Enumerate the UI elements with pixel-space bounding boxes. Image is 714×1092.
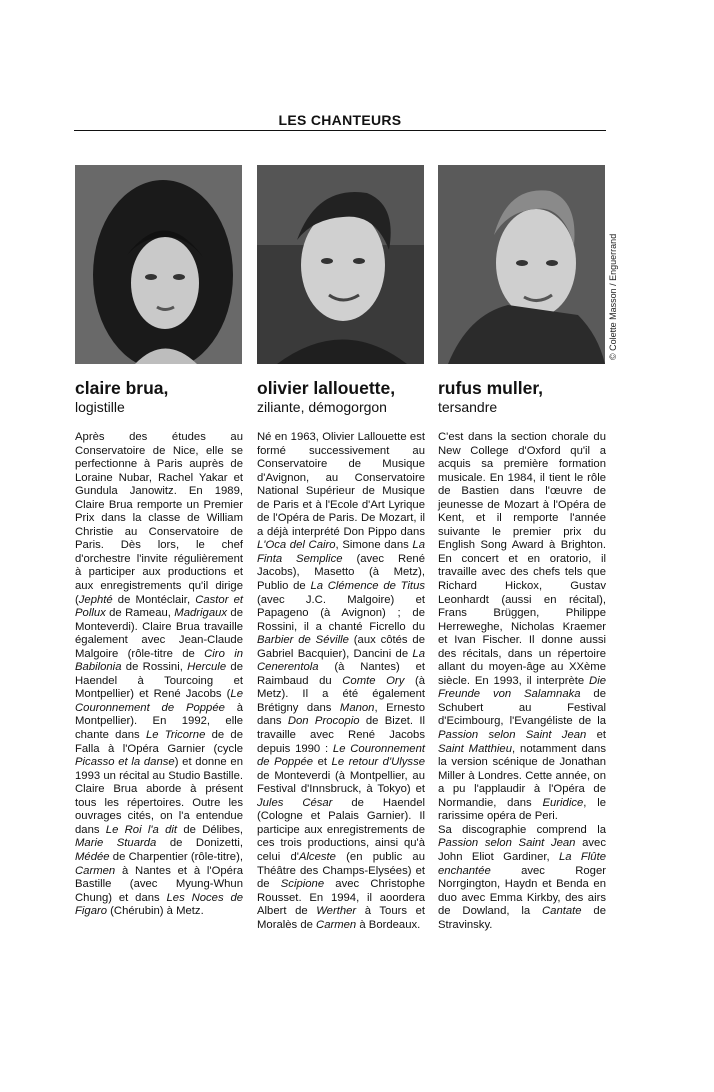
singer-bio <box>438 431 606 932</box>
bio-text: (avec J.C. Malgoire) et Papageno (à Avignon) ; de Rossini, il a chanté Ficrello du <box>257 593 425 633</box>
bio-text: , le rarissime opéra de Peri. <box>438 796 606 823</box>
singer-name: rufus muller, <box>438 378 544 398</box>
bio-title-text: La Cenerentola <box>257 647 425 674</box>
bio-text: C'est dans la section chorale du New College d'Oxford qu'il a acquis sa première formation musicale. En 1984, il tient le rôle de Bastien dans l'œuvre de jeunesse de Mozart à l'Opéra de Kent, et il remporte l'année suivante le premier prix du English Song Award à Brighton. En concert et en oratorio, il travaille avec des chefs tels que Richard Hickox, Gustav Leonhardt (aussi en récital), Frans Brüggen, Philippe Herreweghe, Nicholas Kraemer et Ivan Fischer. Il donne aussi des récitals, dans un répertoire allant du moyen-âge au XXème siècle. En 1993, il interprète <box>438 431 606 687</box>
bio-text: de Donizetti, <box>156 837 244 850</box>
singer-bio <box>257 431 425 932</box>
singer-bio <box>75 431 243 919</box>
bio-text: de Monteverdi). Claire Brua travaille également avec Jean-Claude Malgoire (rôle-titre de <box>75 607 243 660</box>
bio-text: de Bizet. Il travaille avec René Jacobs depuis 1990 : <box>257 715 425 755</box>
bio-title-text: Hercule <box>187 661 227 674</box>
bio-title-text: Médée <box>75 850 110 863</box>
bio-title-text: Ciro in Babilonia <box>75 647 243 674</box>
bio-title-text: La Flûte enchantée <box>438 850 606 877</box>
bio-text: Après des études au Conservatoire de Nice, elle se perfectionne à Paris auprès de Loraine Nubar, Rachel Yakar et Gundula Janowitz. En 1989, Claire Brua remporte un Premier Prix dans la classe de William Christie au Conservatoire de Paris. Dès lors, le chef d'orchestre l'invite régulièrement à participer aux productions et aux enregistrements qu'il dirige ( <box>75 431 243 606</box>
bio-title-text: Saint Matthieu <box>438 742 512 755</box>
bio-text: avec Christophe Rousset. En 1994, il aoordera Albert de <box>257 878 425 918</box>
bio-title-text: Cantate <box>542 905 582 918</box>
bio-title-text: Passion selon Saint Jean <box>438 837 576 850</box>
bio-text: de Rossini, <box>121 661 188 674</box>
bio-text: (à Metz). Il a été également Brétigny dans <box>257 674 425 714</box>
singer-role: ziliante, démogorgon <box>257 399 387 415</box>
photo-credit: © Colette Masson / Enguerrand <box>608 233 618 360</box>
singer-column-2 <box>257 165 425 932</box>
bio-title-text: Werther <box>316 905 357 918</box>
bio-text: (avec René Jacobs), Masetto (à Metz), Publio de <box>257 552 425 593</box>
title-rule <box>74 130 606 131</box>
singer-photo-1 <box>75 165 242 364</box>
bio-text: de Rameau, <box>105 607 175 620</box>
bio-title-text: Manon <box>339 701 375 714</box>
bio-title-text: Marie Stuarda <box>75 837 157 850</box>
bio-title-text: Les Noces de Figaro <box>75 891 244 918</box>
bio-text: à Montpellier). En 1992, elle chante dans <box>75 701 243 742</box>
bio-title-text: Alceste <box>298 850 336 863</box>
bio-title-text: Die Freunde von Salamnaka <box>438 674 606 701</box>
bio-title-text: Le Roi l'a dit <box>105 823 178 836</box>
bio-title-text: Don Procopio <box>287 715 360 728</box>
bio-title-text: Scipione <box>280 878 325 891</box>
bio-title-text: Jephté <box>78 593 113 606</box>
singer-name: claire brua, <box>75 378 169 398</box>
bio-text: de Délibes, <box>177 823 244 836</box>
bio-title-text: Le Couronnement de Poppée <box>257 742 426 769</box>
bio-text: de Montéclair, <box>112 593 196 606</box>
bio-text: de de Falla à l'Opéra Garnier (cycle <box>75 729 243 755</box>
bio-text: à Tours et Moralès de <box>257 905 425 931</box>
bio-text: à Nantes et à l'Opéra Bastille (avec Myung-Whun Chung) et dans <box>75 864 243 904</box>
bio-title-text: Carmen <box>75 864 116 877</box>
bio-title-text: La Finta Semplice <box>257 539 425 565</box>
section-title: LES CHANTEURS <box>278 112 402 128</box>
bio-title-text: Barbier de Séville <box>257 634 349 647</box>
singer-name: olivier lallouette, <box>257 378 396 398</box>
bio-text: avec Roger Norrgington, Haydn et Benda en duo avec Emma Kirkby, des airs de Dowland, la <box>438 864 606 918</box>
bio-text: (à Nantes) et Raimbaud du <box>257 661 425 687</box>
bio-text: de Haendel à Tourcoing et Montpellier) et René Jacobs ( <box>75 661 243 701</box>
bio-text: Né en 1963, Olivier Lallouette est formé successivement au Conservatoire de Musique d'Avignon, au Conservatoire National Supérieur de Musique de Paris et à l'Ecole d'Art Lyrique de l'Opéra de Paris. De Mozart, il a déjà interprété Don Pippo dans <box>257 431 425 538</box>
portrait-woman-image <box>75 165 242 364</box>
bio-title-text: Euridice <box>542 796 584 809</box>
bio-text: avec John Eliot Gardiner, <box>438 837 606 863</box>
bio-title-text: Le Couronnement de Poppée <box>75 688 243 714</box>
bio-text: (Chérubin) à Metz. <box>107 905 204 918</box>
bio-text: et <box>313 756 332 769</box>
portrait-man-image <box>257 165 424 364</box>
bio-text: de Haendel (Cologne et Palais Garnier). Il participe aux enregistrements de ces trois productions, ainsi qu'à celui d' <box>257 796 425 863</box>
portrait-man-image <box>438 165 605 364</box>
bio-title-text: La Clémence de Titus <box>310 580 425 593</box>
bio-title-text: Comte Ory <box>342 674 405 687</box>
bio-title-text: Le Tricorne <box>145 729 206 742</box>
bio-text: , Simone dans <box>335 539 413 552</box>
bio-title-text: Le retour d'Ulysse <box>331 756 425 769</box>
singer-column-3 <box>438 165 606 932</box>
bio-text: et <box>586 729 607 742</box>
bio-text: (aux côtés de Gabriel Bacquier), Dancini de <box>257 634 425 660</box>
bio-text: à Bordeaux. <box>356 918 421 931</box>
bio-text: (en public au Théâtre des Champs-Elysées) et de <box>257 850 425 891</box>
bio-text: ) et donne en 1993 un récital au Studio Bastille. Claire Brua aborde à présent tous les répertoires. Outre les ouvrages cités, on l'a entendue dans <box>75 756 243 836</box>
bio-text: de Schubert au Festival d'Ecimbourg, l'Evangéliste de la <box>438 688 606 728</box>
bio-text: , notamment dans la version scénique de Jonathan Miller à Londres. Cette année, on a pu l'applaudir à l'Opéra de Normandie, dans <box>438 742 606 809</box>
bio-text: Sa discographie comprend la <box>438 823 606 836</box>
bio-text: de Monteverdi (à Montpellier, au Festival d'Innsbruck, à Tokyo) et <box>257 769 425 796</box>
singer-role: logistille <box>75 399 125 415</box>
singer-role: tersandre <box>438 399 498 415</box>
bio-title-text: L'Oca del Cairo <box>257 539 336 552</box>
bio-text: , Ernesto dans <box>257 701 426 728</box>
bio-title-text: Passion selon Saint Jean <box>438 729 587 742</box>
bio-text: de Stravinsky. <box>438 905 606 931</box>
bio-title-text: Madrigaux <box>174 607 228 620</box>
bio-title-text: Carmen <box>316 918 357 931</box>
bio-text: de Charpentier (rôle-titre), <box>109 850 243 863</box>
bio-title-text: Castor et Pollux <box>75 593 244 620</box>
singer-photo-2 <box>257 165 424 364</box>
bio-title-text: Jules César <box>257 796 333 809</box>
singer-column-1 <box>75 165 243 919</box>
singer-photo-3 <box>438 165 605 364</box>
bio-title-text: Picasso et la danse <box>75 756 175 769</box>
